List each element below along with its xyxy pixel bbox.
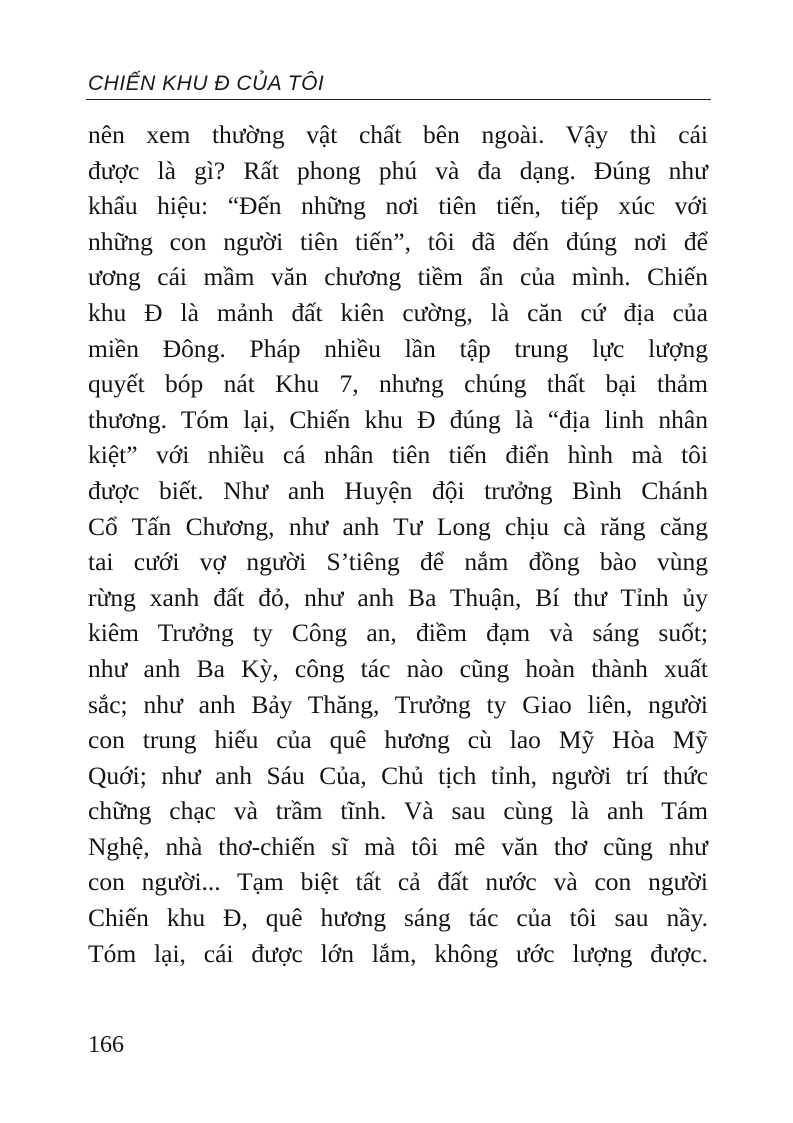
text-line: Cổ Tấn Chương, như anh Tư Long chịu cà răng căng xyxy=(88,511,708,541)
header-rule xyxy=(86,99,711,100)
text-line: như anh Ba Kỳ, công tác nào cũng hoàn thành xuất xyxy=(88,653,708,683)
text-line: nên xem thường vật chất bên ngoài. Vậy thì cái xyxy=(88,120,708,149)
text-line: được là gì? Rất phong phú và đa dạng. Đúng như xyxy=(88,155,708,185)
text-line: ương cái mầm văn chương tiềm ẩn của mình. Chiến xyxy=(88,262,708,292)
text-line: con trung hiếu của quê hương cù lao Mỹ Hòa Mỹ xyxy=(88,725,708,755)
text-line: kiêm Trưởng ty Công an, điềm đạm và sáng suốt; xyxy=(88,618,708,648)
body-text xyxy=(88,117,708,971)
text-line: quyết bóp nát Khu 7, nhưng chúng thất bại thảm xyxy=(88,369,708,399)
text-line: miền Đông. Pháp nhiều lần tập trung lực lượng xyxy=(88,333,708,363)
text-line: Quới; như anh Sáu Của, Chủ tịch tỉnh, người trí thức xyxy=(88,760,708,790)
text-line: Nghệ, nhà thơ-chiến sĩ mà tôi mê văn thơ cũng như xyxy=(88,831,708,861)
text-line: kiệt” với nhiều cá nhân tiên tiến điển hình mà tôi xyxy=(88,440,708,470)
text-line: tai cưới vợ người S’tiêng để nắm đồng bào vùng xyxy=(88,547,708,577)
text-line: khẩu hiệu: “Đến những nơi tiên tiến, tiếp xúc với xyxy=(88,191,708,221)
page-number: 166 xyxy=(88,1032,124,1058)
text-line: rừng xanh đất đỏ, như anh Ba Thuận, Bí thư Tỉnh ủy xyxy=(88,582,708,612)
text-line: những con người tiên tiến”, tôi đã đến đúng nơi để xyxy=(88,226,708,256)
text-line: chững chạc và trầm tĩnh. Và sau cùng là anh Tám xyxy=(88,796,708,826)
text-line: Tóm lại, cái được lớn lắm, không ước lượng được. xyxy=(88,938,708,968)
text-line: sắc; như anh Bảy Thăng, Trưởng ty Giao liên, người xyxy=(88,689,708,719)
text-line: Chiến khu Đ, quê hương sáng tác của tôi sau nầy. xyxy=(88,903,708,933)
text-line: được biết. Như anh Huyện đội trưởng Bình Chánh xyxy=(88,475,708,505)
text-line: khu Đ là mảnh đất kiên cường, là căn cứ địa của xyxy=(88,297,708,327)
running-header-title: CHIẾN KHU Đ CỦA TÔI xyxy=(88,72,325,95)
text-line: thương. Tóm lại, Chiến khu Đ đúng là “địa linh nhân xyxy=(88,404,708,434)
text-line: con người... Tạm biệt tất cả đất nước và con người xyxy=(88,867,708,897)
